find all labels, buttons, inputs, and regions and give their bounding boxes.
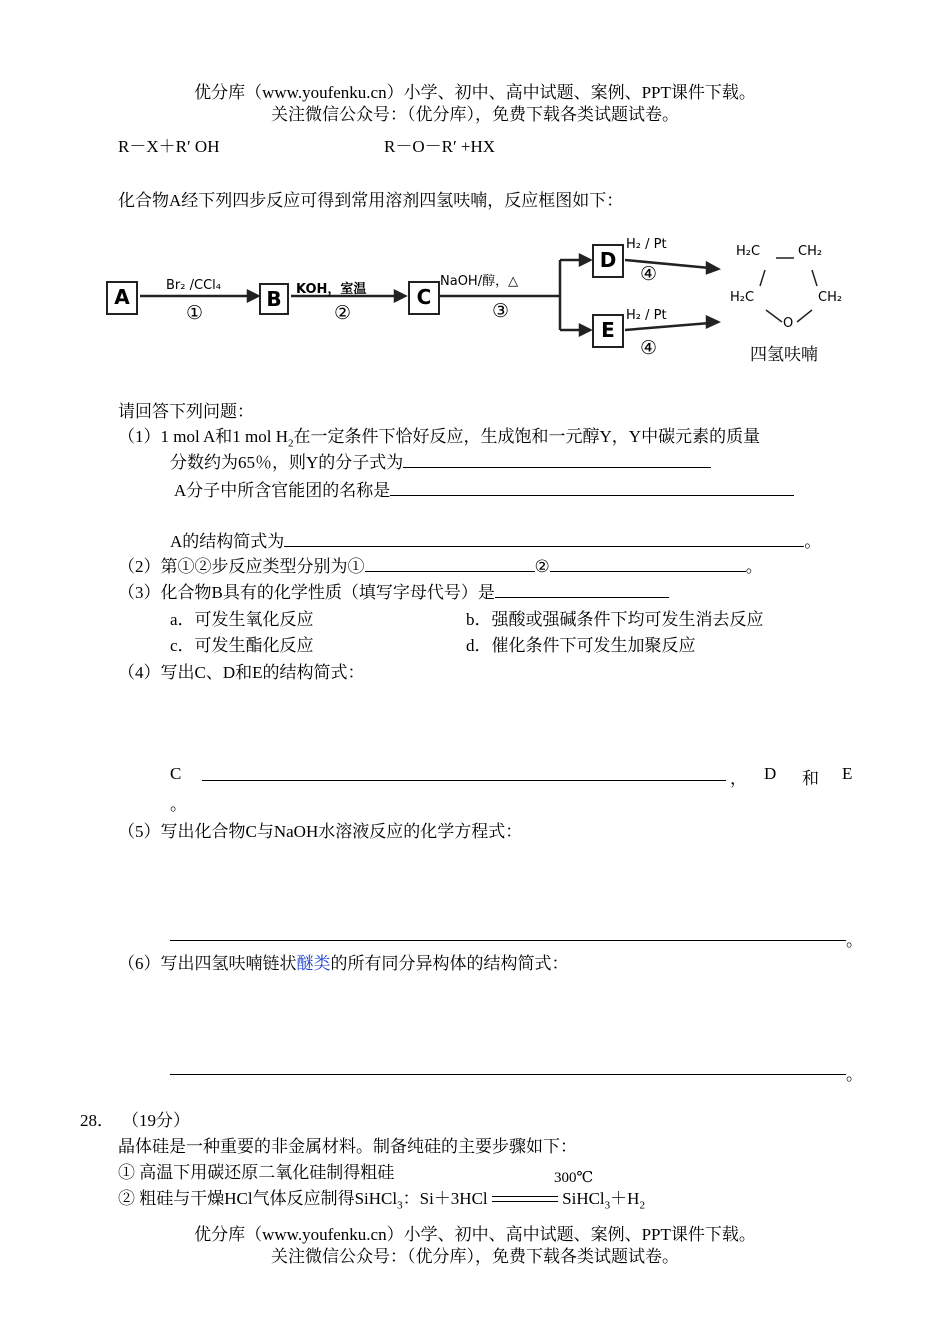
ring-h2c-top: H₂C [736, 244, 761, 259]
q5-blank[interactable] [170, 924, 846, 941]
q1-line-4: A的结构简式为 。 [170, 532, 822, 551]
q28-step-2: ② 粗硅与干燥HCl气体反应制得SiHCl$_3$：Si＋3HCl $SiHCl_3+H_2$ [118, 1189, 645, 1212]
q2-blank-2[interactable] [550, 555, 746, 572]
q1-line-2: 分数约为65％，则Y的分子式为 [170, 448, 711, 473]
q2: （2）第①②步反应类型分别为① ② 。 [118, 557, 763, 576]
ring-bond-o-right [797, 310, 812, 322]
q6-link[interactable]: 醚类 [296, 954, 331, 973]
step-4a: ④ [640, 264, 658, 285]
footer-line-2: 关注微信公众号：（优分库），免费下载各类试题试卷。 [271, 1247, 679, 1266]
q6-blank[interactable] [170, 1058, 846, 1075]
reagent-4a: H₂ / Pt [626, 237, 667, 252]
q4-and: 和 [802, 769, 819, 788]
reagent-2: KOH，室温 [296, 282, 367, 297]
q4-d-label: D [764, 764, 777, 783]
q1-line-3: A分子中所含官能团的名称是 [174, 476, 794, 501]
q3-blank[interactable] [495, 581, 669, 598]
q4-c-blank[interactable] [202, 764, 726, 781]
compound-a-box: A [106, 281, 138, 315]
q3: （3）化合物B具有的化学性质（填写字母代号）是 [118, 578, 669, 603]
q4-end: 。 [170, 795, 187, 814]
q5-end: 。 [846, 931, 863, 950]
q3-option-d: d．催化条件下可发生加聚反应 [466, 636, 696, 655]
prompt: 请回答下列问题： [118, 402, 254, 421]
equilibrium-sign [492, 1191, 558, 1209]
reagent-4b: H₂ / Pt [626, 308, 667, 323]
product-name: 四氢呋喃 [750, 345, 818, 365]
step-4b: ④ [640, 338, 658, 359]
q28-condition: 300℃ [554, 1170, 594, 1186]
reagent-1: Br₂ /CCl₄ [166, 278, 221, 293]
q4: （4）写出C、D和E的结构简式： [118, 663, 365, 682]
intro-text: 化合物A经下列四步反应可得到常用溶剂四氢呋喃，反应框图如下： [118, 191, 624, 210]
reaction-right: R－O－R′ +HX [384, 137, 496, 156]
q3-option-b: b．强酸或强碱条件下均可发生消去反应 [466, 610, 764, 629]
q1-line-1: （1）1 mol A和1 mol $H_2$在一定条件下恰好反应，生成饱和一元醇Y，Y中碳元素的质量 [118, 427, 761, 450]
ring-bond-o-left [766, 310, 782, 322]
q2-blank-1[interactable] [365, 555, 535, 572]
q1-answer-blank-3[interactable] [284, 530, 804, 547]
q4-c-label: C [170, 764, 182, 783]
q6: （6）写出四氢呋喃链状醚类的所有同分异构体的结构简式： [118, 954, 569, 973]
step-3: ③ [492, 301, 510, 322]
ring-ch2-top: CH₂ [798, 244, 823, 259]
compound-e-box: E [592, 314, 624, 348]
ring-oxygen: O [783, 316, 794, 331]
reagent-3: NaOH/醇，△ [440, 274, 519, 289]
q6-end: 。 [846, 1065, 863, 1084]
q3-option-c: c．可发生酯化反应 [170, 636, 314, 655]
q4-e-label: E [842, 764, 853, 783]
q28-number: 28． [80, 1111, 114, 1130]
compound-c-box: C [408, 281, 440, 315]
header-line-1: 优分库（www.youfenku.cn）小学、初中、高中试题、案例、PPT课件下载。 [194, 83, 756, 102]
compound-b-box: B [259, 283, 289, 315]
header-line-2: 关注微信公众号：（优分库），免费下载各类试题试卷。 [271, 105, 679, 124]
q3-option-a: a．可发生氧化反应 [170, 610, 314, 629]
q4-comma: ， [730, 769, 747, 788]
q28-step-1: ① 高温下用碳还原二氧化硅制得粗硅 [118, 1163, 395, 1182]
step-2: ② [334, 303, 352, 324]
ring-ch2-bottom: CH₂ [818, 290, 843, 305]
ring-h2c-bottom: H₂C [730, 290, 755, 305]
q28-line-1: 晶体硅是一种重要的非金属材料。制备纯硅的主要步骤如下： [118, 1137, 577, 1156]
q1-answer-blank-1[interactable] [403, 451, 711, 468]
footer-line-1: 优分库（www.youfenku.cn）小学、初中、高中试题、案例、PPT课件下载。 [194, 1225, 756, 1244]
step-1: ① [186, 303, 204, 324]
q1-answer-blank-2[interactable] [390, 479, 794, 496]
ring-bond-right [812, 270, 817, 286]
compound-d-box: D [592, 244, 624, 278]
reaction-left: R－X＋R′ OH [118, 137, 220, 156]
ring-bond-left [760, 270, 765, 286]
q5: （5）写出化合物C与NaOH水溶液反应的化学方程式： [118, 822, 523, 841]
q28-score: （19分） [122, 1111, 190, 1130]
